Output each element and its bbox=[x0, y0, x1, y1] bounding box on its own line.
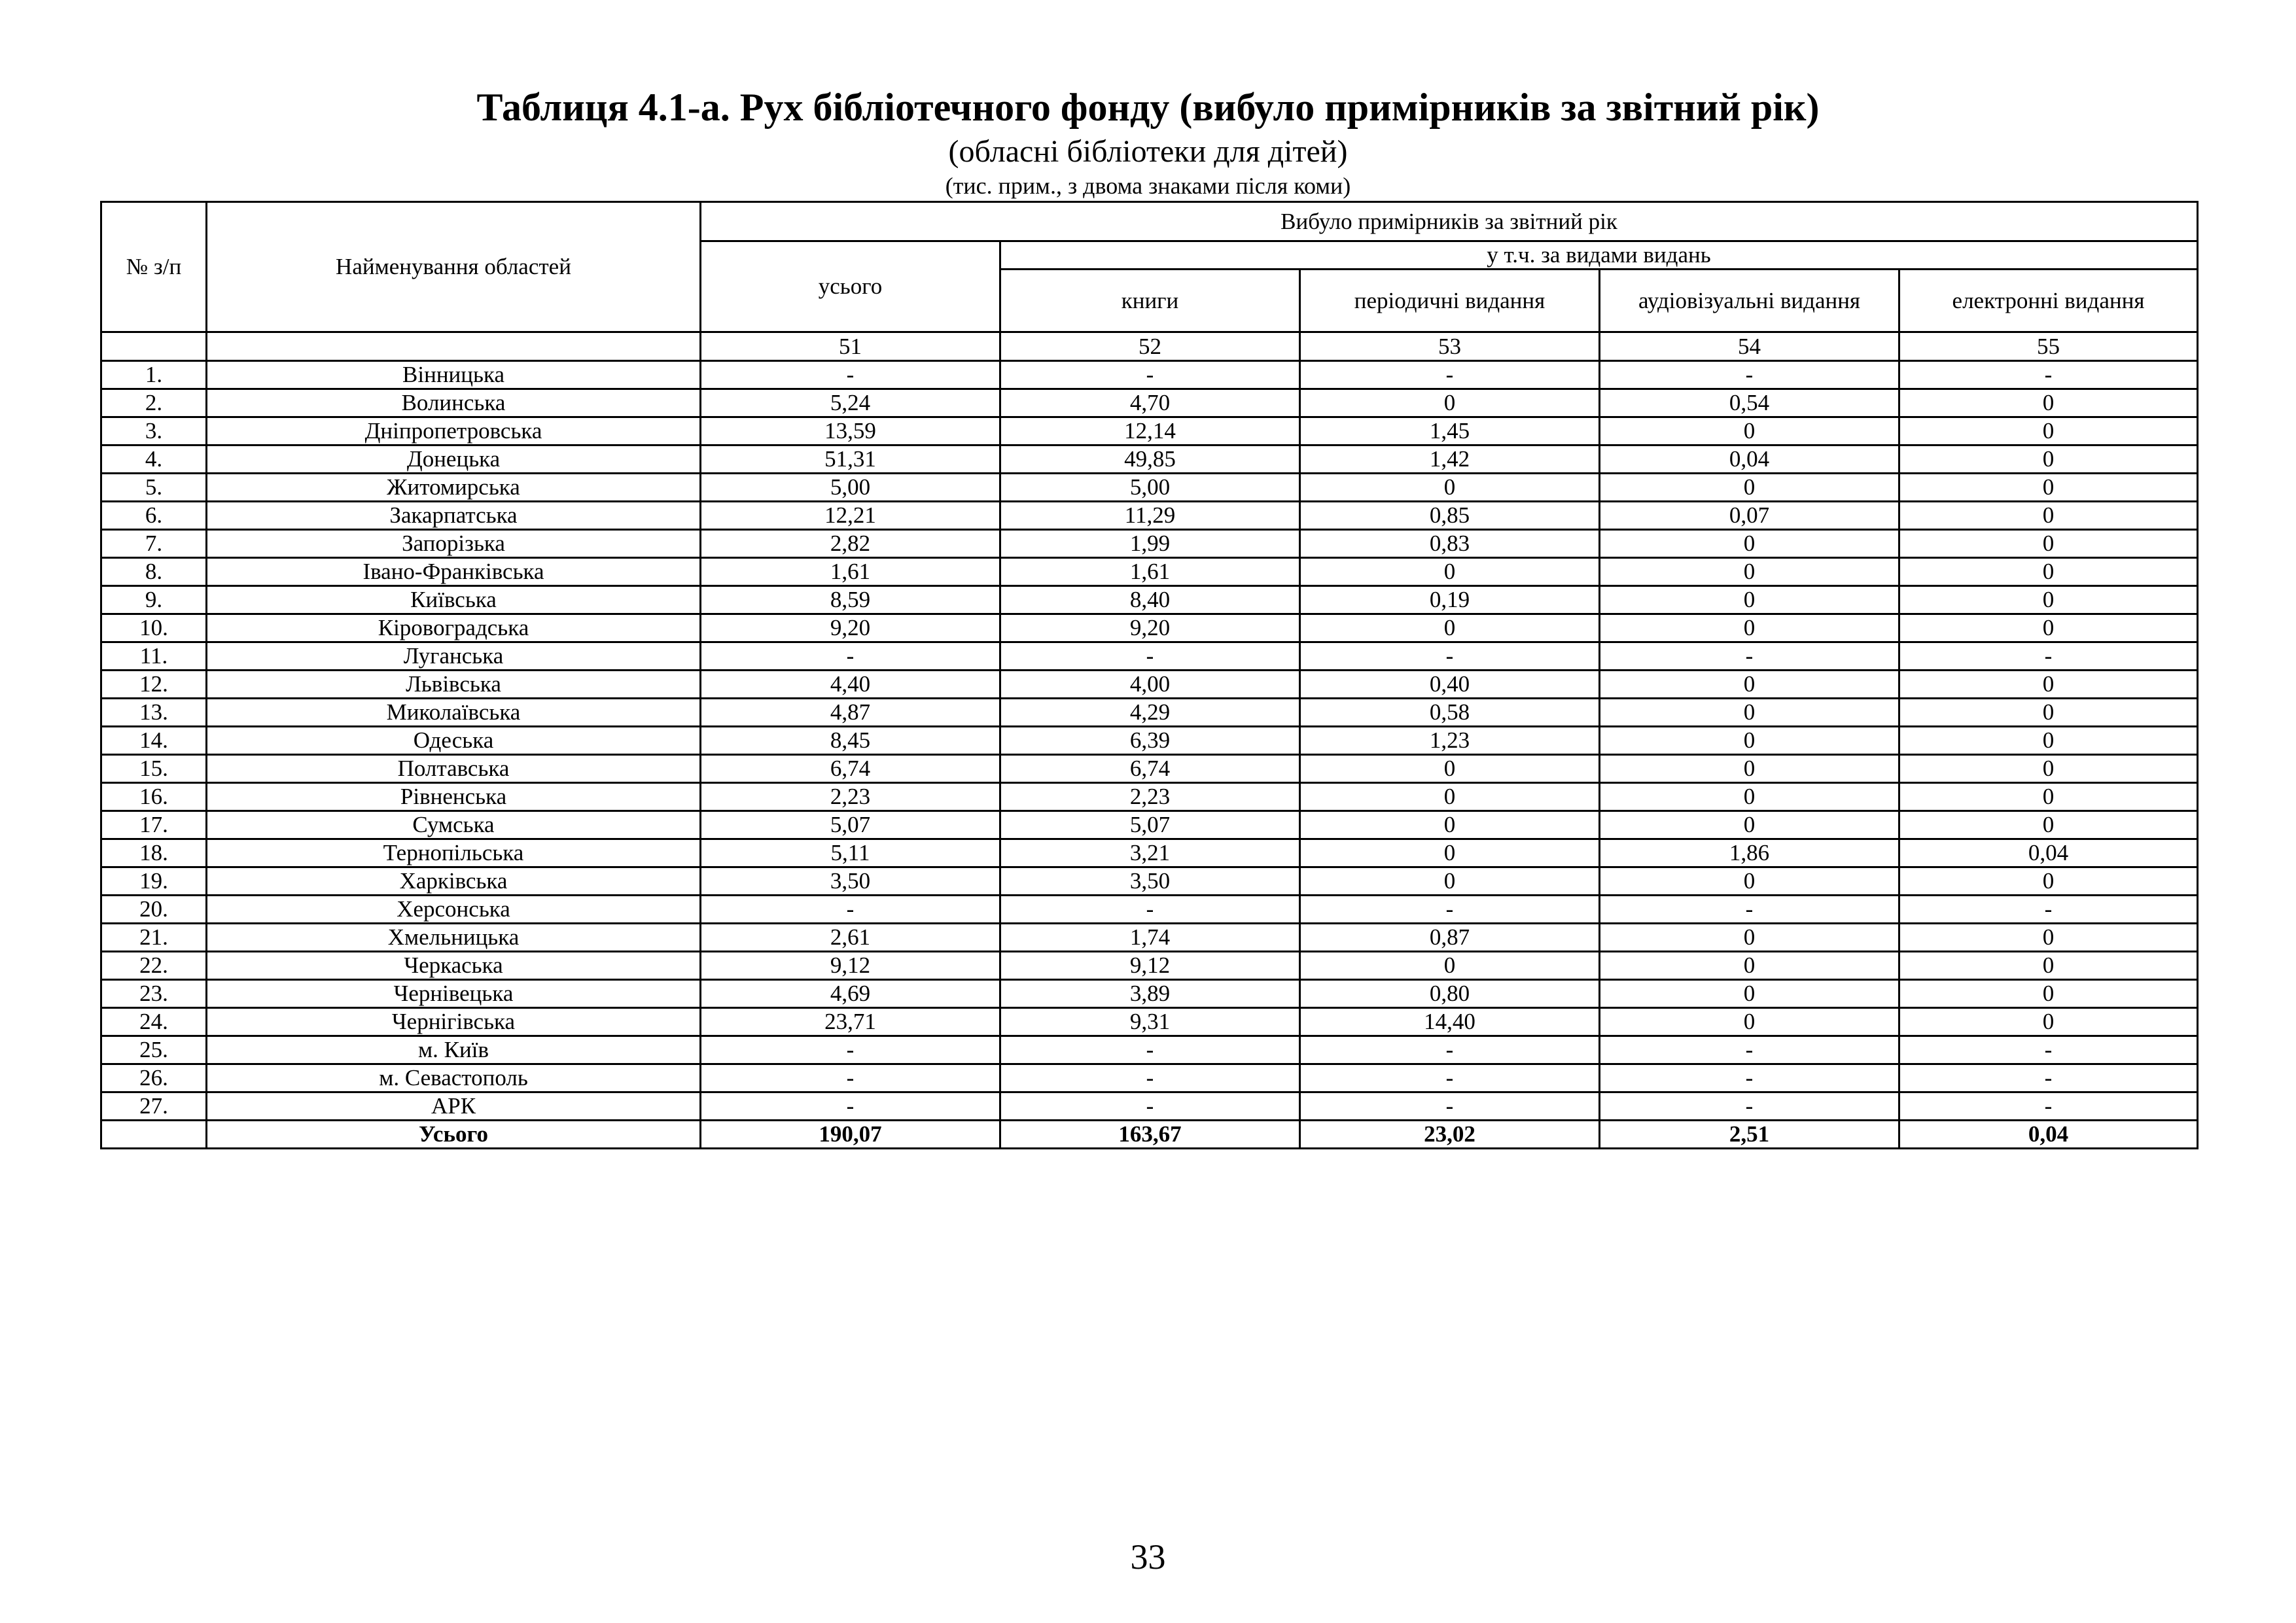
value-cell: - bbox=[1600, 1064, 1899, 1092]
value-cell: 5,11 bbox=[701, 839, 1000, 867]
page-number: 33 bbox=[1130, 1537, 1166, 1577]
value-cell: 5,07 bbox=[1000, 811, 1300, 839]
value-cell: 0 bbox=[1600, 699, 1899, 727]
table-row bbox=[101, 586, 2198, 614]
value-cell: 0 bbox=[1899, 417, 2198, 445]
value-cell: - bbox=[1600, 361, 1899, 389]
region-name: Львівська bbox=[207, 671, 701, 699]
value-cell: 0 bbox=[1899, 727, 2198, 755]
region-name: Дніпропетровська bbox=[207, 417, 701, 445]
value-cell: 5,24 bbox=[701, 389, 1000, 417]
value-cell: 0 bbox=[1300, 474, 1600, 502]
header-group: Вибуло примірників за звітний рік bbox=[701, 202, 2198, 241]
value-cell: 0 bbox=[1600, 614, 1899, 642]
value-cell: 0 bbox=[1300, 952, 1600, 980]
value-cell: - bbox=[701, 1092, 1000, 1121]
value-cell: 1,74 bbox=[1000, 924, 1300, 952]
total-value-cell: 2,51 bbox=[1600, 1121, 1899, 1149]
row-number: 27. bbox=[101, 1092, 207, 1121]
region-name: Миколаївська bbox=[207, 699, 701, 727]
value-cell: 2,23 bbox=[701, 783, 1000, 811]
region-name: Одеська bbox=[207, 727, 701, 755]
value-cell: 0 bbox=[1300, 783, 1600, 811]
region-name: Херсонська bbox=[207, 896, 701, 924]
table-row bbox=[101, 1036, 2198, 1064]
value-cell: - bbox=[1899, 1092, 2198, 1121]
value-cell: - bbox=[1000, 1092, 1300, 1121]
value-cell: - bbox=[1899, 896, 2198, 924]
value-cell: 0 bbox=[1600, 671, 1899, 699]
table-row bbox=[101, 1092, 2198, 1121]
table-units-note: (тис. прим., з двома знаками після коми) bbox=[945, 173, 1351, 199]
value-cell: 9,12 bbox=[701, 952, 1000, 980]
table-subtitle: (обласні бібліотеки для дітей) bbox=[948, 134, 1348, 169]
region-name: Рівненська bbox=[207, 783, 701, 811]
header-col-number: 52 bbox=[1000, 332, 1300, 361]
value-cell: 1,99 bbox=[1000, 530, 1300, 558]
region-name: Донецька bbox=[207, 445, 701, 474]
value-cell: 0,40 bbox=[1300, 671, 1600, 699]
value-cell: 4,29 bbox=[1000, 699, 1300, 727]
header-electronic: електронні видання bbox=[1899, 270, 2198, 332]
value-cell: 5,07 bbox=[701, 811, 1000, 839]
region-name: Сумська bbox=[207, 811, 701, 839]
value-cell: 0 bbox=[1600, 952, 1899, 980]
value-cell: 6,74 bbox=[1000, 755, 1300, 783]
region-name: Луганська bbox=[207, 642, 701, 671]
row-number: 9. bbox=[101, 586, 207, 614]
value-cell: - bbox=[1600, 1092, 1899, 1121]
header-periodicals: періодичні видання bbox=[1300, 270, 1600, 332]
value-cell: - bbox=[1899, 1064, 2198, 1092]
value-cell: 12,21 bbox=[701, 502, 1000, 530]
table-row bbox=[101, 558, 2198, 586]
value-cell: - bbox=[1000, 896, 1300, 924]
row-number: 15. bbox=[101, 755, 207, 783]
region-name: Чернігівська bbox=[207, 1008, 701, 1036]
row-number: 17. bbox=[101, 811, 207, 839]
value-cell: 0,85 bbox=[1300, 502, 1600, 530]
value-cell: 14,40 bbox=[1300, 1008, 1600, 1036]
value-cell: 0,87 bbox=[1300, 924, 1600, 952]
total-label: Усього bbox=[207, 1121, 701, 1149]
value-cell: 0 bbox=[1899, 699, 2198, 727]
value-cell: 0 bbox=[1899, 811, 2198, 839]
value-cell: 0 bbox=[1899, 502, 2198, 530]
row-number: 13. bbox=[101, 699, 207, 727]
value-cell: 0 bbox=[1899, 952, 2198, 980]
value-cell: 1,45 bbox=[1300, 417, 1600, 445]
value-cell: 3,21 bbox=[1000, 839, 1300, 867]
value-cell: 2,61 bbox=[701, 924, 1000, 952]
library-fund-table bbox=[100, 201, 2199, 1149]
header-subgroup: у т.ч. за видами видань bbox=[1000, 241, 2198, 270]
header-col-number-blank bbox=[207, 332, 701, 361]
value-cell: 9,12 bbox=[1000, 952, 1300, 980]
row-number: 6. bbox=[101, 502, 207, 530]
value-cell: 0 bbox=[1899, 671, 2198, 699]
value-cell: 0,80 bbox=[1300, 980, 1600, 1008]
header-col-number: 53 bbox=[1300, 332, 1600, 361]
value-cell: 0 bbox=[1899, 614, 2198, 642]
region-name: Тернопільська bbox=[207, 839, 701, 867]
value-cell: 9,20 bbox=[701, 614, 1000, 642]
table-row bbox=[101, 952, 2198, 980]
value-cell: 5,00 bbox=[1000, 474, 1300, 502]
value-cell: 0,19 bbox=[1300, 586, 1600, 614]
value-cell: 0 bbox=[1899, 924, 2198, 952]
value-cell: - bbox=[1300, 361, 1600, 389]
value-cell: - bbox=[1899, 361, 2198, 389]
value-cell: 0 bbox=[1300, 389, 1600, 417]
value-cell: - bbox=[1300, 1092, 1600, 1121]
value-cell: 0 bbox=[1899, 389, 2198, 417]
row-number: 24. bbox=[101, 1008, 207, 1036]
value-cell: 0 bbox=[1600, 474, 1899, 502]
value-cell: - bbox=[1600, 1036, 1899, 1064]
region-name: Черкаська bbox=[207, 952, 701, 980]
value-cell: 4,69 bbox=[701, 980, 1000, 1008]
value-cell: 8,59 bbox=[701, 586, 1000, 614]
value-cell: 0,58 bbox=[1300, 699, 1600, 727]
row-number: 12. bbox=[101, 671, 207, 699]
row-number bbox=[101, 1121, 207, 1149]
total-value-cell: 190,07 bbox=[701, 1121, 1000, 1149]
table-row bbox=[101, 867, 2198, 896]
value-cell: 0 bbox=[1899, 558, 2198, 586]
value-cell: 0 bbox=[1899, 474, 2198, 502]
value-cell: 6,74 bbox=[701, 755, 1000, 783]
value-cell: 8,40 bbox=[1000, 586, 1300, 614]
value-cell: 0 bbox=[1899, 1008, 2198, 1036]
region-name: АРК bbox=[207, 1092, 701, 1121]
value-cell: 2,23 bbox=[1000, 783, 1300, 811]
row-number: 2. bbox=[101, 389, 207, 417]
region-name: Вінницька bbox=[207, 361, 701, 389]
header-col-number-blank bbox=[101, 332, 207, 361]
table-row bbox=[101, 671, 2198, 699]
value-cell: 0 bbox=[1899, 530, 2198, 558]
region-name: Чернівецька bbox=[207, 980, 701, 1008]
table-row bbox=[101, 417, 2198, 445]
region-name: Київська bbox=[207, 586, 701, 614]
value-cell: - bbox=[701, 896, 1000, 924]
table-row bbox=[101, 389, 2198, 417]
value-cell: 23,71 bbox=[701, 1008, 1000, 1036]
value-cell: 0 bbox=[1300, 811, 1600, 839]
value-cell: - bbox=[701, 361, 1000, 389]
value-cell: 1,86 bbox=[1600, 839, 1899, 867]
value-cell: 12,14 bbox=[1000, 417, 1300, 445]
row-number: 25. bbox=[101, 1036, 207, 1064]
total-value-cell: 23,02 bbox=[1300, 1121, 1600, 1149]
row-number: 8. bbox=[101, 558, 207, 586]
value-cell: 13,59 bbox=[701, 417, 1000, 445]
value-cell: 51,31 bbox=[701, 445, 1000, 474]
value-cell: 0 bbox=[1600, 867, 1899, 896]
value-cell: 49,85 bbox=[1000, 445, 1300, 474]
total-value-cell: 163,67 bbox=[1000, 1121, 1300, 1149]
value-cell: 0 bbox=[1600, 417, 1899, 445]
header-col-number: 51 bbox=[701, 332, 1000, 361]
value-cell: 9,31 bbox=[1000, 1008, 1300, 1036]
value-cell: 3,89 bbox=[1000, 980, 1300, 1008]
value-cell: 6,39 bbox=[1000, 727, 1300, 755]
header-total: усього bbox=[701, 241, 1000, 332]
header-books: книги bbox=[1000, 270, 1300, 332]
table-body bbox=[101, 361, 2198, 1149]
value-cell: - bbox=[1300, 1064, 1600, 1092]
region-name: Житомирська bbox=[207, 474, 701, 502]
value-cell: 1,23 bbox=[1300, 727, 1600, 755]
value-cell: 9,20 bbox=[1000, 614, 1300, 642]
table-row bbox=[101, 614, 2198, 642]
value-cell: 0 bbox=[1600, 755, 1899, 783]
value-cell: 1,42 bbox=[1300, 445, 1600, 474]
total-value-cell: 0,04 bbox=[1899, 1121, 2198, 1149]
header-col-number: 54 bbox=[1600, 332, 1899, 361]
value-cell: 0 bbox=[1600, 783, 1899, 811]
value-cell: 4,00 bbox=[1000, 671, 1300, 699]
row-number: 23. bbox=[101, 980, 207, 1008]
value-cell: 0 bbox=[1600, 558, 1899, 586]
value-cell: 0 bbox=[1600, 1008, 1899, 1036]
value-cell: 4,40 bbox=[701, 671, 1000, 699]
value-cell: - bbox=[1899, 1036, 2198, 1064]
region-name: Кіровоградська bbox=[207, 614, 701, 642]
value-cell: 11,29 bbox=[1000, 502, 1300, 530]
region-name: Івано-Франківська bbox=[207, 558, 701, 586]
row-number: 26. bbox=[101, 1064, 207, 1092]
region-name: Полтавська bbox=[207, 755, 701, 783]
value-cell: - bbox=[1600, 896, 1899, 924]
table-row bbox=[101, 530, 2198, 558]
region-name: м. Київ bbox=[207, 1036, 701, 1064]
region-name: Харківська bbox=[207, 867, 701, 896]
value-cell: - bbox=[1000, 1064, 1300, 1092]
row-number: 10. bbox=[101, 614, 207, 642]
row-number: 20. bbox=[101, 896, 207, 924]
value-cell: 0,54 bbox=[1600, 389, 1899, 417]
value-cell: 2,82 bbox=[701, 530, 1000, 558]
value-cell: 1,61 bbox=[1000, 558, 1300, 586]
value-cell: 0 bbox=[1600, 727, 1899, 755]
table-row bbox=[101, 727, 2198, 755]
value-cell: 8,45 bbox=[701, 727, 1000, 755]
value-cell: 0 bbox=[1899, 783, 2198, 811]
value-cell: 4,70 bbox=[1000, 389, 1300, 417]
row-number: 14. bbox=[101, 727, 207, 755]
value-cell: 0 bbox=[1300, 558, 1600, 586]
table-row bbox=[101, 502, 2198, 530]
value-cell: 0,07 bbox=[1600, 502, 1899, 530]
value-cell: 0,04 bbox=[1600, 445, 1899, 474]
value-cell: - bbox=[1000, 1036, 1300, 1064]
value-cell: 0 bbox=[1899, 755, 2198, 783]
table-row bbox=[101, 699, 2198, 727]
row-number: 5. bbox=[101, 474, 207, 502]
row-number: 7. bbox=[101, 530, 207, 558]
table-title: Таблиця 4.1-а. Рух бібліотечного фонду (вибуло примірників за звітний рік) bbox=[476, 86, 1820, 129]
table-row bbox=[101, 896, 2198, 924]
table-row bbox=[101, 839, 2198, 867]
value-cell: - bbox=[701, 642, 1000, 671]
value-cell: - bbox=[1000, 642, 1300, 671]
value-cell: 0,04 bbox=[1899, 839, 2198, 867]
row-number: 22. bbox=[101, 952, 207, 980]
value-cell: 0 bbox=[1899, 445, 2198, 474]
region-name: Запорізька bbox=[207, 530, 701, 558]
header-col-number: 55 bbox=[1899, 332, 2198, 361]
row-number: 1. bbox=[101, 361, 207, 389]
table-row bbox=[101, 474, 2198, 502]
row-number: 11. bbox=[101, 642, 207, 671]
region-name: Волинська bbox=[207, 389, 701, 417]
total-row bbox=[101, 1121, 2198, 1149]
table-row bbox=[101, 1008, 2198, 1036]
value-cell: - bbox=[1300, 642, 1600, 671]
header-audiovisual: аудіовізуальні видання bbox=[1600, 270, 1899, 332]
value-cell: 0 bbox=[1300, 755, 1600, 783]
region-name: м. Севастополь bbox=[207, 1064, 701, 1092]
value-cell: - bbox=[701, 1036, 1000, 1064]
row-number: 18. bbox=[101, 839, 207, 867]
value-cell: 0 bbox=[1300, 614, 1600, 642]
value-cell: 0 bbox=[1899, 980, 2198, 1008]
value-cell: 0 bbox=[1600, 811, 1899, 839]
value-cell: 0 bbox=[1899, 867, 2198, 896]
region-name: Хмельницька bbox=[207, 924, 701, 952]
value-cell: 3,50 bbox=[701, 867, 1000, 896]
value-cell: 0 bbox=[1600, 980, 1899, 1008]
value-cell: - bbox=[1300, 896, 1600, 924]
row-number: 4. bbox=[101, 445, 207, 474]
table-row bbox=[101, 361, 2198, 389]
region-name: Закарпатська bbox=[207, 502, 701, 530]
value-cell: 1,61 bbox=[701, 558, 1000, 586]
table-row bbox=[101, 445, 2198, 474]
value-cell: 3,50 bbox=[1000, 867, 1300, 896]
value-cell: - bbox=[1899, 642, 2198, 671]
table-row bbox=[101, 755, 2198, 783]
value-cell: 0 bbox=[1899, 586, 2198, 614]
row-number: 21. bbox=[101, 924, 207, 952]
value-cell: 0 bbox=[1600, 530, 1899, 558]
value-cell: - bbox=[701, 1064, 1000, 1092]
value-cell: - bbox=[1600, 642, 1899, 671]
table-row bbox=[101, 811, 2198, 839]
table-row bbox=[101, 783, 2198, 811]
header-num: № з/п bbox=[101, 202, 207, 332]
value-cell: 0 bbox=[1600, 924, 1899, 952]
value-cell: 0,83 bbox=[1300, 530, 1600, 558]
value-cell: 0 bbox=[1600, 586, 1899, 614]
value-cell: 0 bbox=[1300, 839, 1600, 867]
row-number: 3. bbox=[101, 417, 207, 445]
row-number: 19. bbox=[101, 867, 207, 896]
table-row bbox=[101, 642, 2198, 671]
value-cell: - bbox=[1000, 361, 1300, 389]
value-cell: 5,00 bbox=[701, 474, 1000, 502]
table-row bbox=[101, 980, 2198, 1008]
value-cell: - bbox=[1300, 1036, 1600, 1064]
header-region-name: Найменування областей bbox=[207, 202, 701, 332]
table-row bbox=[101, 1064, 2198, 1092]
value-cell: 0 bbox=[1300, 867, 1600, 896]
row-number: 16. bbox=[101, 783, 207, 811]
table-row bbox=[101, 924, 2198, 952]
value-cell: 4,87 bbox=[701, 699, 1000, 727]
